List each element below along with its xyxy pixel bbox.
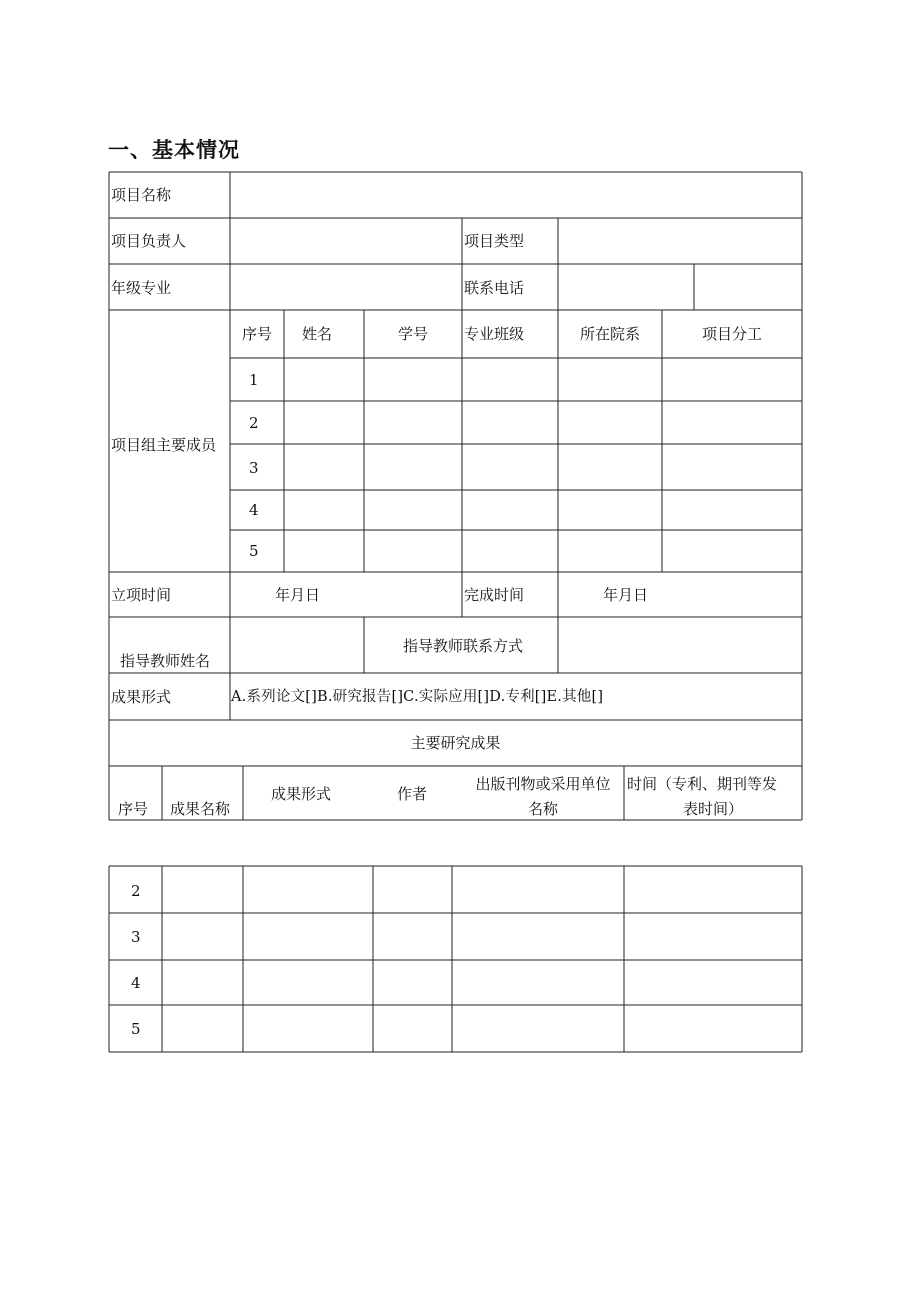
label-leader: 项目负责人 — [111, 232, 187, 250]
label-project-name: 项目名称 — [111, 186, 172, 204]
member-header-student-id: 学号 — [397, 325, 428, 343]
start-date-value: 年月日 — [275, 586, 321, 604]
results-row-number: 2 — [131, 882, 141, 900]
results-header-time: 时间（专利、期刊等发 — [627, 775, 778, 793]
member-header-role: 项目分工 — [701, 325, 762, 343]
results-row-number: 4 — [131, 974, 141, 992]
results-header-publisher: 名称 — [527, 800, 558, 818]
member-row-number: 3 — [249, 459, 259, 477]
finish-date-value: 年月日 — [603, 586, 649, 604]
results-header-form: 成果形式 — [271, 785, 332, 803]
member-header-name: 姓名 — [301, 325, 332, 343]
label-members: 项目组主要成员 — [111, 436, 217, 454]
main-results-title: 主要研究成果 — [410, 734, 501, 752]
member-row-number: 4 — [249, 501, 259, 519]
label-phone: 联系电话 — [464, 279, 525, 297]
results-header-seq: 序号 — [118, 800, 149, 818]
label-result-form: 成果形式 — [111, 688, 172, 706]
member-row-number: 5 — [249, 542, 259, 560]
label-finish-time: 完成时间 — [464, 586, 525, 604]
member-row-number: 1 — [249, 371, 259, 389]
result-form-options: A.系列论文[]B.研究报告[]C.实际应用[]D.专利[]E.其他[] — [231, 689, 604, 705]
member-header-class: 专业班级 — [464, 325, 525, 343]
results-header-time: 表时间） — [682, 800, 743, 818]
member-header-seq: 序号 — [241, 325, 272, 343]
label-advisor-name: 指导教师姓名 — [120, 652, 211, 670]
results-row-number: 3 — [131, 928, 141, 946]
results-header-publisher: 出版刊物或采用单位 — [475, 775, 611, 793]
label-advisor-contact: 指导教师联系方式 — [402, 637, 523, 655]
member-row-number: 2 — [249, 414, 259, 432]
results-header-author: 作者 — [397, 785, 428, 803]
label-project-type: 项目类型 — [464, 232, 525, 250]
results-row-number: 5 — [131, 1020, 141, 1038]
section-title: 一、基本情况 — [108, 138, 240, 162]
results-header-name: 成果名称 — [170, 800, 231, 818]
member-header-department: 所在院系 — [579, 325, 640, 343]
label-start-time: 立项时间 — [111, 586, 172, 604]
label-grade-major: 年级专业 — [111, 279, 172, 297]
